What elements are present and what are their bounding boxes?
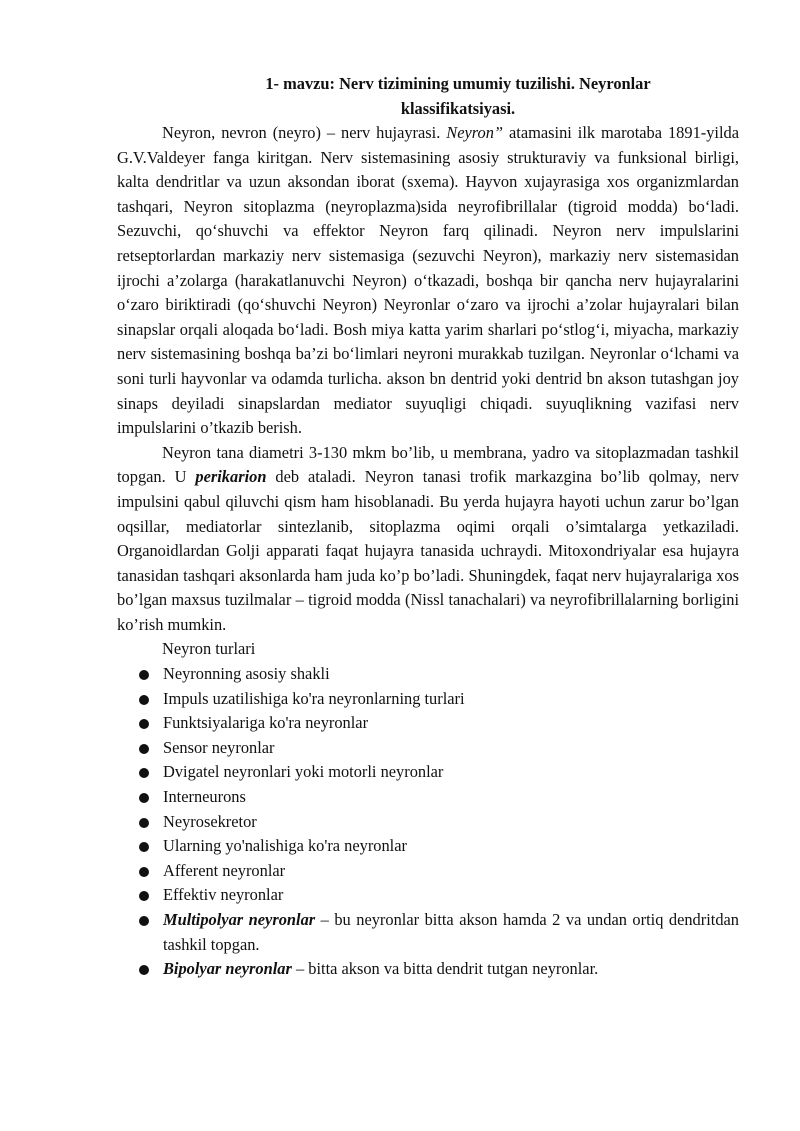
p1-text-start: Neyron, nevron (neyro) – nerv hujayrasi. (162, 123, 447, 142)
p1-italic-term: Neyron” (446, 123, 504, 142)
bullet-icon (139, 867, 149, 877)
paragraph-neuron-body (117, 441, 739, 638)
bullet-icon (139, 965, 149, 975)
list-heading: Neyron turlari (162, 639, 256, 659)
bipolyar-text: – bitta akson va bitta dendrit tutgan neyronlar. (291, 959, 599, 979)
multipolyar-text: – bu neyronlar bitta akson hamda 2 va undan ortiq dendritdan tashkil topgan. (163, 910, 739, 954)
p2-bold-term: perikarion (195, 467, 267, 487)
multipolyar-term: Multipolyar neyronlar (163, 910, 316, 929)
bullet-icon (139, 744, 149, 754)
bullet-icon (139, 891, 149, 901)
bullet-icon (139, 695, 149, 705)
list-item-label: Interneurons (163, 787, 246, 807)
bullet-icon (139, 768, 149, 778)
list-item-label: Effektiv neyronlar (163, 885, 284, 905)
list-item-label: Impuls uzatilishiga ko'ra neyronlarning turlari (163, 688, 465, 708)
bullet-icon (139, 719, 149, 729)
list-item-label: Funktsiyalariga ko'ra neyronlar (163, 713, 369, 733)
title-line-1: 1- mavzu: Nerv tizimining umumiy tuzilishi. Neyronlar (265, 74, 651, 93)
bullet-icon (139, 670, 149, 680)
list-item (117, 662, 739, 687)
list-item-multipolyar (117, 908, 739, 957)
document-title (117, 72, 739, 121)
list-item-label: Neyronning asosiy shakli (163, 664, 330, 684)
list-item (117, 736, 739, 761)
list-item-label: Afferent neyronlar (163, 860, 286, 880)
list-item-label: Sensor neyronlar (163, 737, 275, 757)
list-item (117, 785, 739, 810)
paragraph-neuron-definition (117, 121, 739, 441)
p2-text-rest: deb ataladi. Neyron tanasi trofik markazgina bo’lib qolmay, nerv impulsini qabul qiluvchi qism ham hisoblanadi. Bu yerda hujayra hayoti uchun zarur bo’lgan oqsillar, mediatorlar sintezlanib, sitoplazma oqimi orqali o’simtalarga yetkaziladi. Organoidlardan Golji apparati faqat hujayra tanasida uchraydi. Mitoxondriyalar esa hujayra tanasidan tashqari aksonlarda ham juda ko’p bo’ladi. Shuningdek, faqat nerv hujayralariga xos bo’lgan maxsus tuzilmalar – tigroid modda (Nissl tanachalari) va neyrofibrillalarning borligini ko’rish mumkin. (117, 467, 739, 634)
bullet-icon (139, 793, 149, 803)
p1-text-rest: atamasini ilk marotaba 1891-yilda G.V.Valdeyer fanga kiritgan. Nerv sistemasining asosiy strukturaviy va funksional birligi, kalta dendritlar va uzun aksondan iborat (sxema). Hayvon xujayrasiga xos organizmlardan tashqari, Neyron sitoplazma (neyroplazma)sida neyrofibrillalar (tigroid modda) boʻladi. Sezuvchi, qoʻshuvchi va effektor Neyron farq qilinadi. Neyron nerv impulslarini retseptorlardan markaziy nerv sistemasiga (sezuvchi Neyron), markaziy nerv sistemasidan ijrochi a’zolarga (harakatlanuvchi Neyron) oʻtkazadi, boshqa bir qancha nerv hujayralarini oʻzaro biriktiradi (qoʻshuvchi Neyron) Neyronlar oʻzaro va ijrochi a’zolar hujayralari bilan sinapslar orqali aloqada boʻladi. Bosh miya katta yarim sharlari poʻstlogʻi, miyacha, markaziy nerv sistemasining boshqa ba’zi boʻlimlari neyroni murakkab tuzilgan. Neyronlar oʻlchami va soni turli hayvonlar va odamda turlicha. akson bn dentrid yoki dentrid bn akson tutashgan joy sinaps deyiladi sinapslardan mediator suyuqligi chiqadi. suyuqlikning vazifasi nerv impulslarini o’tkazib berish. (117, 123, 739, 438)
bullet-icon (139, 818, 149, 828)
list-item-label: Neyrosekretor (163, 811, 257, 831)
bullet-icon (139, 916, 149, 926)
list-item (117, 834, 739, 859)
list-item (117, 859, 739, 884)
bipolyar-term: Bipolyar neyronlar (163, 959, 292, 979)
list-item (117, 711, 739, 736)
bullet-icon (139, 842, 149, 852)
document-page (117, 72, 739, 982)
list-item (117, 883, 739, 908)
neuron-types-list (117, 662, 739, 982)
list-item (117, 810, 739, 835)
list-item (117, 687, 739, 712)
list-item (117, 760, 739, 785)
title-line-2: klassifikatsiyasi. (400, 98, 516, 118)
p2-text-start: Neyron tana diametri 3-130 mkm bo’lib, u membrana, yadro va sitoplazmadan tashkil topgan. U (117, 442, 739, 487)
list-item-bipolyar (117, 957, 739, 982)
list-item-label: Ularning yo'nalishiga ko'ra neyronlar (163, 836, 407, 856)
list-item-label: Dvigatel neyronlari yoki motorli neyronlar (163, 762, 444, 782)
